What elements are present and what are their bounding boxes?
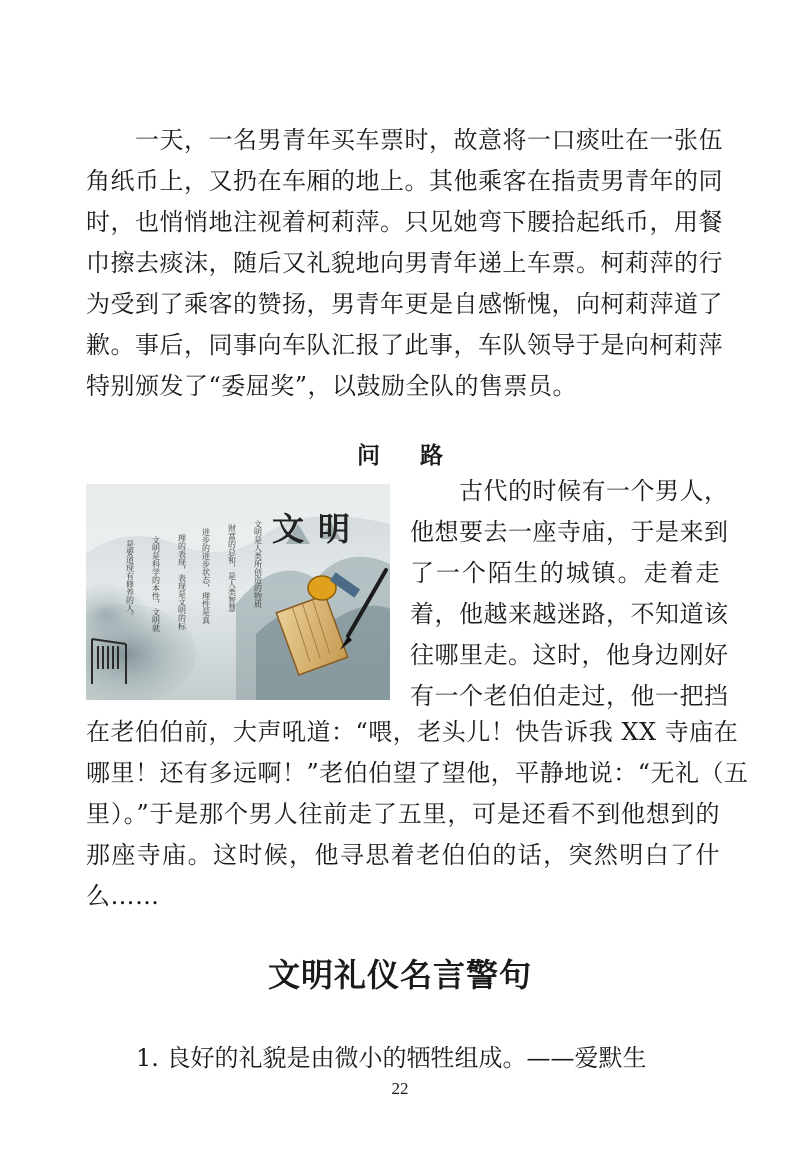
text-line: 一天，一名男青年买车票时，故意将一口痰吐在一张伍 xyxy=(86,126,723,154)
illustration-artwork xyxy=(86,484,390,700)
illustration-caption-column: 文明是科学的本性，文明就 xyxy=(151,536,161,632)
paragraph-asking-directions-top xyxy=(410,471,729,717)
illustration-title: 文明 xyxy=(272,510,365,548)
illustration-caption-column: 是要道现有修养的人。 xyxy=(125,540,135,620)
civilization-illustration xyxy=(86,484,390,700)
paragraph-asking-directions-bottom xyxy=(86,712,749,917)
illustration-caption-column: 文明是人类所创造的物质 xyxy=(253,520,263,608)
text-line: 时，也悄悄地注视着柯莉萍。只见她弯下腰拾起纸币，用餐 xyxy=(86,208,723,236)
text-line: 特别颁发了“委屈奖”，以鼓励全队的售票员。 xyxy=(86,372,578,400)
text-line: 他想要去一座寺庙，于是来到 xyxy=(410,518,729,546)
text-line: 里）。”于是那个男人往前走了五里，可是还看不到他想到的 xyxy=(86,800,720,828)
section-title: 文明礼仪名言警句 xyxy=(267,956,532,994)
text-line: 在老伯伯前，大声吼道：“喂，老头儿！快告诉我 XX 寺庙在 xyxy=(86,718,739,746)
text-line: 哪里！还有多远啊！”老伯伯望了望他，平静地说：“无礼（五 xyxy=(86,759,749,787)
text-line: 古代的时候有一个男人， xyxy=(410,477,729,505)
illustration-caption-column: 财富的总和，是人类智慧 xyxy=(227,524,237,612)
text-line: 往哪里走。这时，他身边刚好 xyxy=(410,641,729,669)
text-line: 了一个陌生的城镇。走着走 xyxy=(410,559,720,587)
text-line: 那座寺庙。这时候，他寻思着老伯伯的话，突然明白了什 xyxy=(86,841,720,869)
text-line: 巾擦去痰沫，随后又礼貌地向男青年递上车票。柯莉萍的行 xyxy=(86,249,723,277)
illustration-caption-column: 理的表现，表现是文明的标 xyxy=(177,534,187,630)
paragraph-courtesy-story xyxy=(86,120,723,407)
text-line: 为受到了乘客的赞扬，男青年更是自感惭愧，向柯莉萍道了 xyxy=(86,290,723,318)
text-line: 歉。事后，同事向车队汇报了此事，车队领导于是向柯莉萍 xyxy=(86,331,723,359)
illustration-caption-column: 进步的进步状态，理性是真 xyxy=(201,528,211,624)
page-number: 22 xyxy=(391,1079,409,1098)
text-line: 么…… xyxy=(86,882,160,910)
text-line: 着，他越来越迷路，不知道该 xyxy=(410,600,729,628)
quote-item: 1. 良好的礼貌是由微小的牺牲组成。——爱默生 xyxy=(136,1044,647,1072)
text-line: 有一个老伯伯走过，他一把挡 xyxy=(410,682,729,710)
text-line: 角纸币上，又扔在车厢的地上。其他乘客在指责男青年的同 xyxy=(86,167,723,195)
story-heading: 问 路 xyxy=(356,442,459,469)
